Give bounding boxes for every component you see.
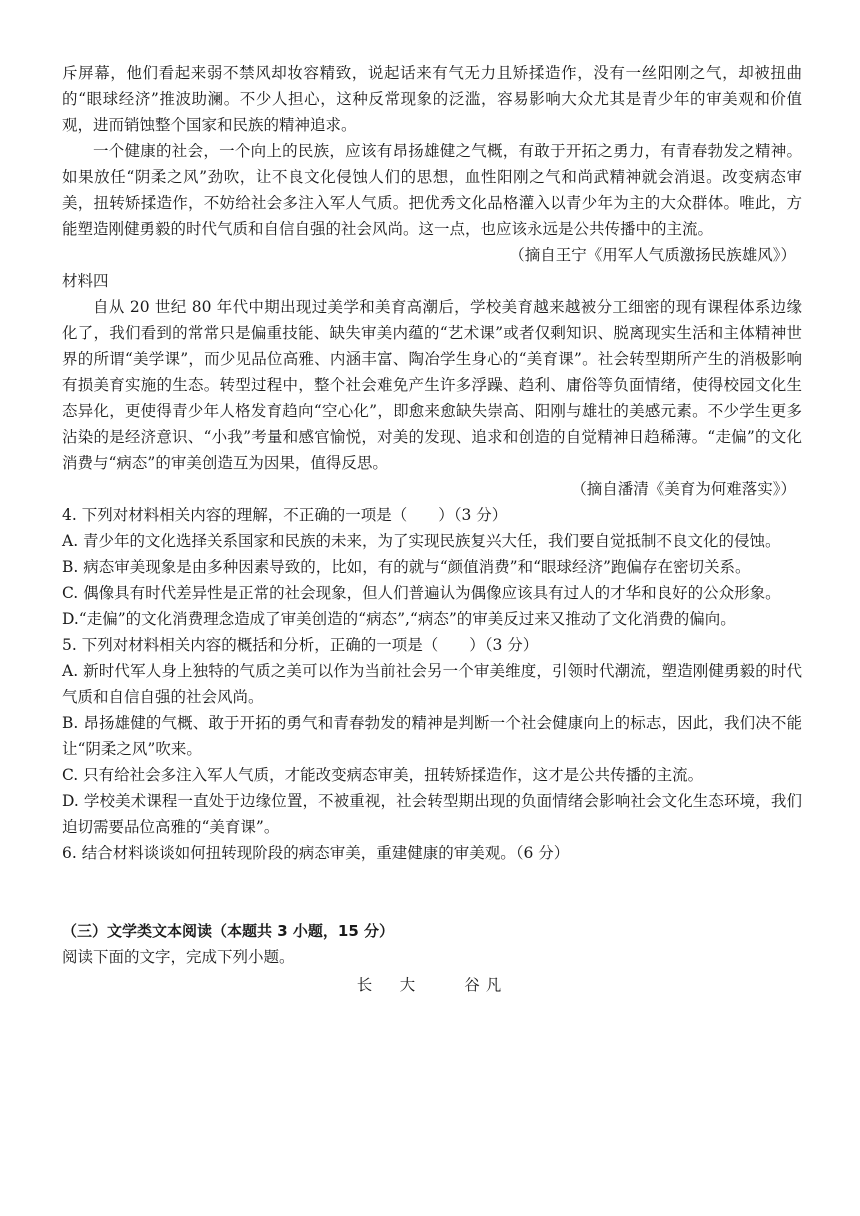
material3-paragraph-1: 斥屏幕，他们看起来弱不禁风却妆容精致，说起话来有气无力且矫揉造作，没有一丝阳刚之气，却被扭曲的“眼球经济”推波助澜。不少人担心，这种反常现象的泛滥，容易影响大众尤其是青少年的审美观和价值观，进而销蚀整个国家和民族的精神追求。 <box>62 64 802 134</box>
material4-paragraph: 自从 20 世纪 80 年代中期出现过美学和美育高潮后，学校美育越来越被分工细密的现有课程体系边缘化了，我们看到的常常只是偏重技能、缺失审美内蕴的“艺术课”或者仅剩知识、脱离现实生活和主体精神世界的所谓“美学课”，而少见品位高雅、内涵丰富、陶冶学生身心的“美育课”。社会转型期所产生的消极影响有损美育实施的生态。转型过程中，整个社会难免产生许多浮躁、趋利、庸俗等负面情绪，使得校园文化生态异化，更使得青少年人格发育趋向“空心化”，即愈来愈缺失崇高、阳刚与雄壮的美感元素。不少学生更多沾染的是经济意识、“小我”考量和感官愉悦，对美的发现、追求和创造的自觉精神日趋稀薄。“走偏”的文化消费与“病态”的审美创造互为因果，值得反思。 <box>62 298 802 472</box>
material3-paragraph-2: 一个健康的社会，一个向上的民族，应该有昂扬雄健之气概，有敢于开拓之勇力，有青春勃发之精神。如果放任“阴柔之风”劲吹，让不良文化侵蚀人们的思想，血性阳刚之气和尚武精神就会消退。改变病态审美，扭转矫揉造作，不妨给社会多注入军人气质。把优秀文化品格灌入以青少年为主的大众群体。唯此，方能塑造刚健勇毅的时代气质和自信自强的社会风尚。这一点，也应该永远是公共传播中的主流。 <box>62 142 802 238</box>
question-5 <box>62 632 802 840</box>
question-5-option-a: A. 新时代军人身上独特的气质之美可以作为当前社会另一个审美维度，引领时代潮流，塑造刚健勇毅的时代气质和自信自强的社会风尚。 <box>62 662 802 706</box>
question-5-option-b: B. 昂扬雄健的气概、敢于开拓的勇气和青春勃发的精神是判断一个社会健康向上的标志，因此，我们决不能让“阴柔之风”吹来。 <box>62 714 802 758</box>
question-4-option-d: D.“走偏”的文化消费理念造成了审美创造的“病态”,“病态”的审美反过来又推动了文化消费的偏向。 <box>62 610 736 628</box>
question-6-stem: 6. 结合材料谈谈如何扭转现阶段的病态审美，重建健康的审美观。（6 分） <box>62 844 570 862</box>
material4-heading: 材料四 <box>62 272 109 290</box>
question-5-option-c: C. 只有给社会多注入军人气质，才能改变病态审美，扭转矫揉造作，这才是公共传播的主流。 <box>62 766 704 784</box>
section-spacer <box>62 866 802 918</box>
exam-page <box>62 60 802 1000</box>
section-3-title: （三）文学类文本阅读（本题共 3 小题，15 分） <box>62 922 394 940</box>
question-4-option-a: A. 青少年的文化选择关系国家和民族的未来，为了实现民族复兴大任，我们要自觉抵制不良文化的侵蚀。 <box>62 532 781 550</box>
material3-source: （摘自王宁《用军人气质激扬民族雄风》） <box>509 246 796 264</box>
question-6 <box>62 840 802 866</box>
question-4-option-b: B. 病态审美现象是由多种因素导致的，比如，有的就与“颜值消费”和“眼球经济”跑偏存在密切关系。 <box>62 558 751 576</box>
question-4 <box>62 502 802 632</box>
question-4-stem: 4. 下列对材料相关内容的理解，不正确的一项是（ ）（3 分） <box>62 506 508 524</box>
material4-source: （摘自潘清《美育为何难落实》） <box>571 480 796 498</box>
question-5-stem: 5. 下列对材料相关内容的概括和分析，正确的一项是（ ）（3 分） <box>62 636 539 654</box>
story-title: 长 大 谷凡 <box>356 976 508 994</box>
question-4-option-c: C. 偶像具有时代差异性是正常的社会现象，但人们普遍认为偶像应该具有过人的才华和良好的公众形象。 <box>62 584 781 602</box>
section-3-instruction: 阅读下面的文字，完成下列小题。 <box>62 948 295 966</box>
question-5-option-d: D. 学校美术课程一直处于边缘位置，不被重视，社会转型期出现的负面情绪会影响社会文化生态环境，我们迫切需要品位高雅的“美育课”。 <box>62 792 802 836</box>
